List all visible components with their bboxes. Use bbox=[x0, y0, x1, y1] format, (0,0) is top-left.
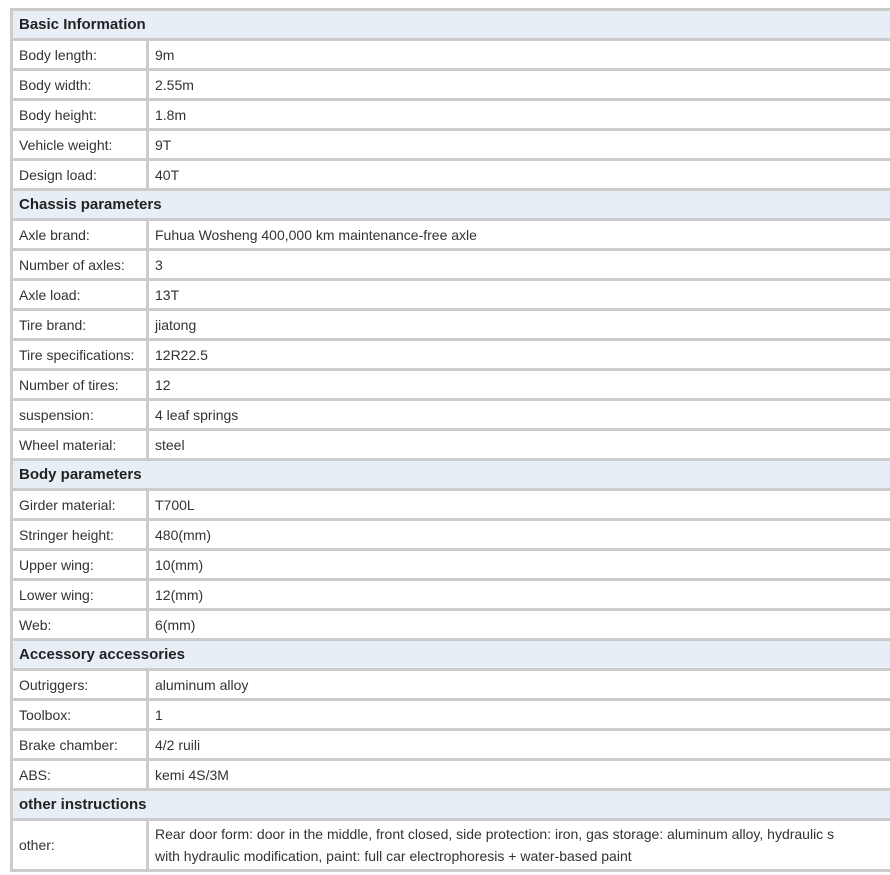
row-label: Tire brand: bbox=[13, 308, 149, 338]
row-label: Brake chamber: bbox=[13, 728, 149, 758]
section-header-other bbox=[13, 788, 890, 818]
row-label: Stringer height: bbox=[13, 518, 149, 548]
row-value: Fuhua Wosheng 400,000 km maintenance-free axle bbox=[149, 218, 890, 248]
row-value-line: with hydraulic modification, paint: full car electrophoresis + water-based paint bbox=[155, 848, 632, 864]
table-row bbox=[13, 548, 890, 578]
table-row bbox=[13, 368, 890, 398]
row-value: jiatong bbox=[149, 308, 890, 338]
row-label: Wheel material: bbox=[13, 428, 149, 458]
row-value: 9m bbox=[149, 38, 890, 68]
section-title: Accessory accessories bbox=[13, 638, 890, 668]
row-label: suspension: bbox=[13, 398, 149, 428]
row-label: Design load: bbox=[13, 158, 149, 188]
table-row bbox=[13, 518, 890, 548]
section-title: Chassis parameters bbox=[13, 188, 890, 218]
table-row bbox=[13, 248, 890, 278]
table-row bbox=[13, 578, 890, 608]
section-header-accessories bbox=[13, 638, 890, 668]
row-label: Girder material: bbox=[13, 488, 149, 518]
row-value: 13T bbox=[149, 278, 890, 308]
section-title: Basic Information bbox=[13, 8, 890, 38]
row-label: Vehicle weight: bbox=[13, 128, 149, 158]
table-row bbox=[13, 668, 890, 698]
table-row bbox=[13, 758, 890, 788]
table-row bbox=[13, 158, 890, 188]
table-row bbox=[13, 428, 890, 458]
row-label: Upper wing: bbox=[13, 548, 149, 578]
row-label: ABS: bbox=[13, 758, 149, 788]
row-value: 40T bbox=[149, 158, 890, 188]
row-value-line: Rear door form: door in the middle, front closed, side protection: iron, gas storage: aluminum alloy, hydraulic s bbox=[155, 826, 835, 842]
row-label: Web: bbox=[13, 608, 149, 638]
table-row bbox=[13, 308, 890, 338]
row-value: 1.8m bbox=[149, 98, 890, 128]
row-value: 12(mm) bbox=[149, 578, 890, 608]
row-value bbox=[149, 818, 890, 872]
row-value: 3 bbox=[149, 248, 890, 278]
table-row bbox=[13, 488, 890, 518]
row-value: 1 bbox=[149, 698, 890, 728]
row-label: Body height: bbox=[13, 98, 149, 128]
row-label: Lower wing: bbox=[13, 578, 149, 608]
row-value: 12 bbox=[149, 368, 890, 398]
row-value: steel bbox=[149, 428, 890, 458]
table-row bbox=[13, 728, 890, 758]
row-value: aluminum alloy bbox=[149, 668, 890, 698]
row-value: 6(mm) bbox=[149, 608, 890, 638]
spec-table bbox=[10, 8, 890, 872]
table-row bbox=[13, 278, 890, 308]
row-value: 2.55m bbox=[149, 68, 890, 98]
row-label: Axle brand: bbox=[13, 218, 149, 248]
row-label: Number of tires: bbox=[13, 368, 149, 398]
row-label: Body width: bbox=[13, 68, 149, 98]
row-label: other: bbox=[13, 818, 149, 872]
table-row bbox=[13, 818, 890, 872]
row-value: 4/2 ruili bbox=[149, 728, 890, 758]
section-header-chassis bbox=[13, 188, 890, 218]
row-label: Toolbox: bbox=[13, 698, 149, 728]
row-label: Axle load: bbox=[13, 278, 149, 308]
table-row bbox=[13, 98, 890, 128]
row-label: Outriggers: bbox=[13, 668, 149, 698]
table-row bbox=[13, 608, 890, 638]
table-row bbox=[13, 38, 890, 68]
row-label: Tire specifications: bbox=[13, 338, 149, 368]
section-title: other instructions bbox=[13, 788, 890, 818]
table-row bbox=[13, 128, 890, 158]
table-row bbox=[13, 218, 890, 248]
table-row bbox=[13, 398, 890, 428]
table-row bbox=[13, 698, 890, 728]
section-header-basic bbox=[13, 8, 890, 38]
row-value: 9T bbox=[149, 128, 890, 158]
table-row bbox=[13, 68, 890, 98]
row-value: 480(mm) bbox=[149, 518, 890, 548]
section-header-body bbox=[13, 458, 890, 488]
table-row bbox=[13, 338, 890, 368]
row-label: Number of axles: bbox=[13, 248, 149, 278]
row-label: Body length: bbox=[13, 38, 149, 68]
row-value: kemi 4S/3M bbox=[149, 758, 890, 788]
spec-table-container bbox=[10, 8, 890, 872]
row-value: T700L bbox=[149, 488, 890, 518]
row-value: 12R22.5 bbox=[149, 338, 890, 368]
row-value: 4 leaf springs bbox=[149, 398, 890, 428]
section-title: Body parameters bbox=[13, 458, 890, 488]
row-value: 10(mm) bbox=[149, 548, 890, 578]
